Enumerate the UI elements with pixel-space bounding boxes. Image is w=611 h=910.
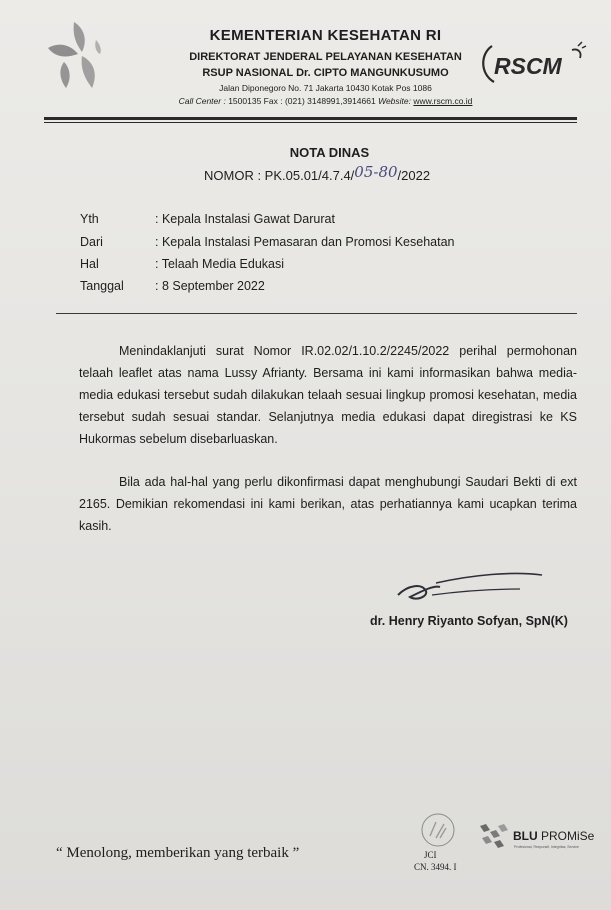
footer-motto: “ Menolong, memberikan yang terbaik ” <box>56 845 300 861</box>
blu-name: PROMiSe <box>541 829 595 843</box>
website-label: Website: <box>378 96 411 106</box>
header-rule-thick <box>44 117 577 120</box>
jci-number: CN. 3494. I <box>414 862 457 872</box>
memo-number <box>204 163 431 184</box>
field-label-yth: Yth <box>80 212 99 226</box>
blu-promise-logo-icon <box>478 822 510 854</box>
memo-number-handwritten: 05-80 <box>354 163 398 181</box>
blu-brand: BLU <box>513 829 538 843</box>
signer-name: dr. Henry Riyanto Sofyan, SpN(K) <box>370 614 568 628</box>
rscm-logo-text: RSCM <box>494 53 562 79</box>
rscm-logo <box>478 40 588 86</box>
field-value-hal: : Telaah Media Edukasi <box>155 257 285 271</box>
contact-line <box>20 96 611 106</box>
directorate-name: DIREKTORAT JENDERAL PELAYANAN KESEHATAN <box>189 51 462 63</box>
call-center-number: 1500135 <box>228 96 262 106</box>
jci-seal-icon <box>420 812 456 848</box>
field-value-tanggal: : 8 September 2022 <box>155 279 265 293</box>
jci-label: JCI <box>424 850 437 860</box>
memo-number-suffix: /2022 <box>397 168 431 183</box>
field-label-hal: Hal <box>80 257 99 271</box>
ministry-name: KEMENTERIAN KESEHATAN RI <box>209 27 442 44</box>
blu-promise-wordmark <box>513 829 594 843</box>
body-paragraph-2: Bila ada hal-hal yang perlu dikonfirmasi dapat menghubungi Saudari Bekti di ext 2165. Demikian rekomendasi ini kami berikan, atas perhatiannya kami ucapkan terima kasih. <box>79 475 577 533</box>
call-center-label: Call Center : <box>178 96 226 106</box>
meta-divider <box>56 313 577 314</box>
handwritten-signature <box>392 565 552 609</box>
field-value-dari: : Kepala Instalasi Pemasaran dan Promosi Kesehatan <box>155 235 455 249</box>
field-label-dari: Dari <box>80 235 103 249</box>
hospital-address: Jalan Diponegoro No. 71 Jakarta 10430 Kotak Pos 1086 <box>219 83 432 93</box>
body-paragraph-1: Menindaklanjuti surat Nomor IR.02.02/1.10.2/2245/2022 perihal permohonan telaah leaflet atas nama Lussy Afrianty. Bersama ini kami informasikan bahwa media-media edukasi tersebut sudah dilakukan telaah sesuai lingkup promosi kesehatan, media tersebut sudah sesuai standar. Selanjutnya media edukasi dapat diregistrasi ke KS Hukormas sebelum disebarluaskan. <box>79 344 577 446</box>
blu-tagline: Profesional, Responsif, Integritas, Service <box>514 845 579 849</box>
memo-number-prefix: NOMOR : PK.05.01/4.7.4/ <box>204 168 355 183</box>
header-rule-thin <box>44 122 577 123</box>
memo-title: NOTA DINAS <box>289 145 370 160</box>
hospital-name: RSUP NASIONAL Dr. CIPTO MANGUNKUSUMO <box>202 67 449 79</box>
field-label-tanggal: Tanggal <box>80 279 124 293</box>
fax-label: Fax : <box>263 96 283 106</box>
website-link[interactable]: www.rscm.co.id <box>413 96 473 106</box>
field-value-yth: : Kepala Instalasi Gawat Darurat <box>155 212 335 226</box>
fax-number: (021) 3148991,3914661 <box>284 96 376 106</box>
